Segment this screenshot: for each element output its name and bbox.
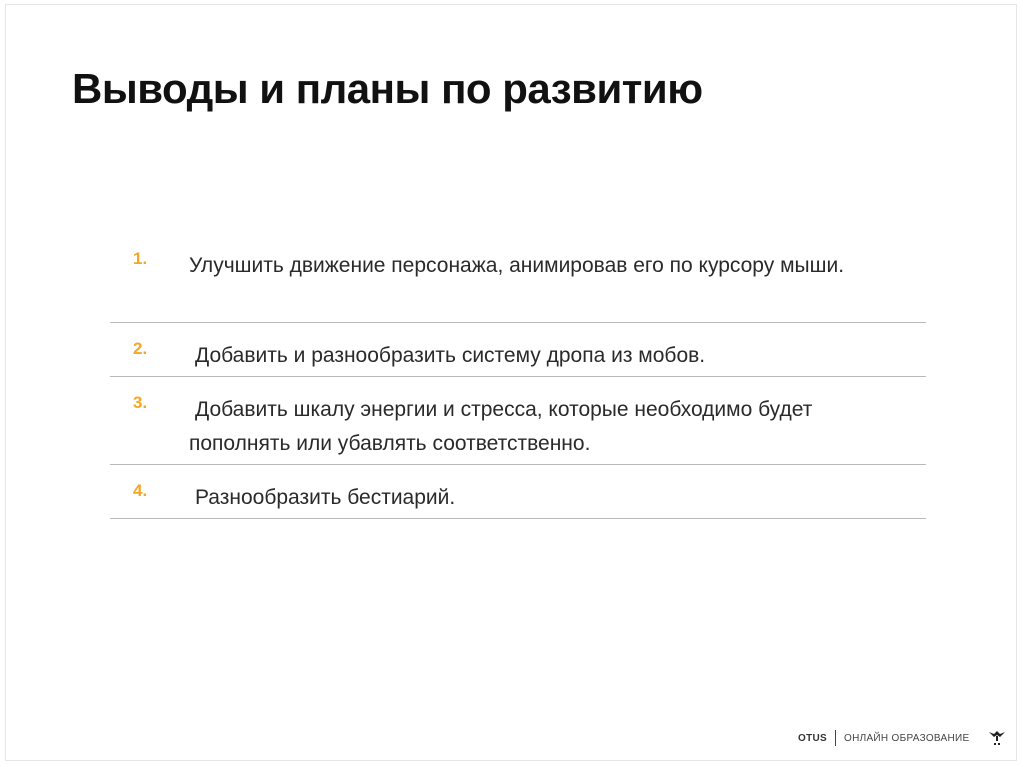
item-number: 2. — [133, 339, 148, 358]
list-item — [110, 465, 926, 519]
otus-owl-icon — [988, 728, 1006, 748]
footer-logo: OTUS — [798, 732, 827, 744]
item-number: 1. — [133, 249, 148, 268]
slide-frame — [5, 4, 1017, 761]
item-text: Разнообразить бестиарий. — [195, 486, 456, 509]
item-text: Добавить шкалу энергии и стресса, которые необходимо будет пополнять или убавлять соответственно. — [189, 398, 813, 455]
list-item — [110, 323, 926, 377]
list-item — [110, 233, 926, 323]
footer-brand — [798, 730, 970, 746]
item-number: 3. — [133, 393, 148, 412]
footer-tagline: ОНЛАЙН ОБРАЗОВАНИЕ — [843, 732, 970, 744]
item-number: 4. — [133, 481, 148, 500]
footer-divider — [835, 730, 836, 746]
plan-list — [110, 233, 926, 519]
slide-title: Выводы и планы по развитию — [72, 65, 703, 112]
item-text: Улучшить движение персонажа, анимировав его по курсору мыши. — [189, 254, 845, 277]
item-text: Добавить и разнообразить систему дропа из мобов. — [195, 344, 706, 367]
list-item — [110, 377, 926, 465]
